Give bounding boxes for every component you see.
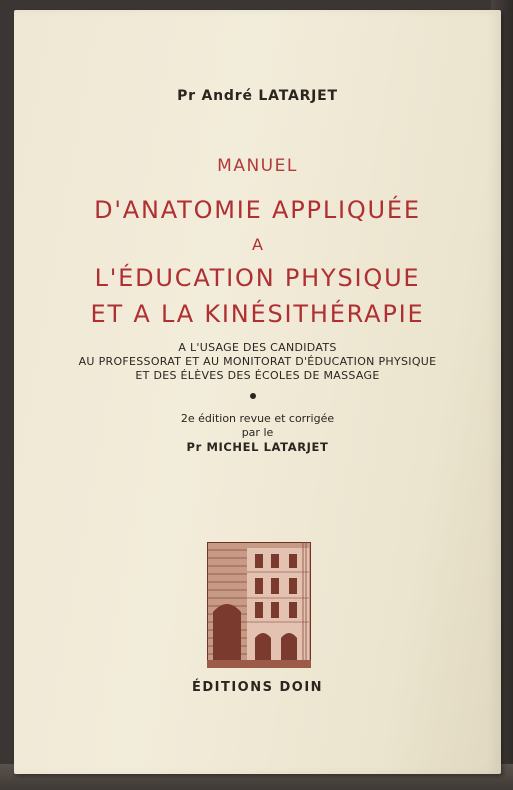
title-line-1: D'ANATOMIE APPLIQUÉE <box>94 196 421 224</box>
edition-by-line: par le <box>241 426 274 439</box>
title-manuel: MANUEL <box>217 156 298 176</box>
subtitle-line-1: A L'USAGE DES CANDIDATS <box>178 341 337 354</box>
publisher-name: ÉDITIONS DOIN <box>191 680 324 695</box>
book-cover <box>14 10 501 774</box>
title-line-3: ET A LA KINÉSITHÉRAPIE <box>90 300 425 328</box>
title-connector: A <box>252 235 263 254</box>
author-name: Pr André LATARJET <box>177 88 338 104</box>
edition-line: 2e édition revue et corrigée <box>180 412 335 425</box>
subtitle-line-2: AU PROFESSORAT ET AU MONITORAT D'ÉDUCATION PHYSIQUE <box>78 355 437 368</box>
editor-name: Pr MICHEL LATARJET <box>186 440 329 454</box>
subtitle-line-3: ET DES ÉLÈVES DES ÉCOLES DE MASSAGE <box>135 369 380 382</box>
separator-bullet <box>250 393 256 399</box>
building-vignette-image <box>207 542 311 668</box>
title-line-2: L'ÉDUCATION PHYSIQUE <box>94 264 421 292</box>
